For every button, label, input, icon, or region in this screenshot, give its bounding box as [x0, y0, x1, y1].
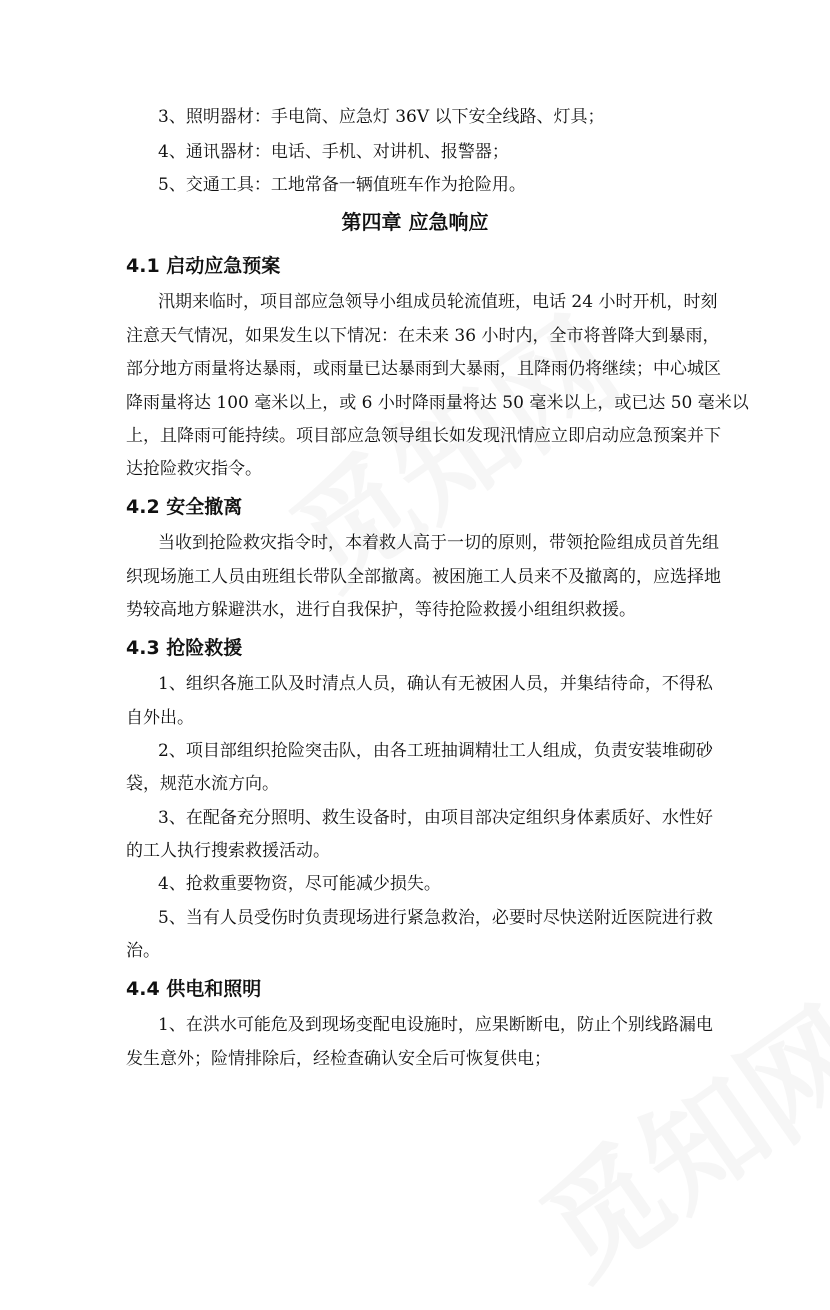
paragraph-line: 降雨量将达 100 毫米以上，或 6 小时降雨量将达 50 毫米以上，或已达 50 毫米以 — [126, 393, 749, 413]
paragraph-line: 袋，规范水流方向。 — [126, 774, 279, 794]
list-item: 5、交通工具：工地常备一辆值班车作为抢险用。 — [158, 175, 526, 195]
paragraph-line: 势较高地方躲避洪水，进行自我保护，等待抢险救援小组组织救援。 — [126, 600, 636, 620]
list-item: 4、通讯器材：电话、手机、对讲机、报警器； — [158, 142, 509, 162]
paragraph-line: 上，且降雨可能持续。项目部应急领导组长如发现汛情应立即启动应急预案并下 — [126, 426, 721, 446]
paragraph-line: 治。 — [126, 941, 160, 961]
paragraph-line: 2、项目部组织抢险突击队，由各工班抽调精壮工人组成，负责安装堆砌砂 — [158, 741, 713, 761]
paragraph-line: 注意天气情况，如果发生以下情况：在未来 36 小时内，全市将普降大到暴雨， — [126, 326, 720, 346]
paragraph-line: 当收到抢险救灾指令时，本着救人高于一切的原则，带领抢险组成员首先组 — [158, 533, 719, 553]
list-item: 3、照明器材：手电筒、应急灯 36V 以下安全线路、灯具； — [158, 107, 605, 127]
section-heading: 4.1 启动应急预案 — [126, 255, 281, 277]
section-heading: 4.3 抢险救援 — [126, 637, 243, 659]
section-heading: 4.2 安全撤离 — [126, 496, 243, 518]
paragraph-line: 3、在配备充分照明、救生设备时，由项目部决定组织身体素质好、水性好 — [158, 808, 713, 828]
paragraph-line: 部分地方雨量将达暴雨，或雨量已达暴雨到大暴雨，且降雨仍将继续；中心城区 — [126, 359, 721, 379]
paragraph-line: 自外出。 — [126, 708, 194, 728]
section-heading: 4.4 供电和照明 — [126, 978, 262, 1000]
paragraph-line: 5、当有人员受伤时负责现场进行紧急救治，必要时尽快送附近医院进行救 — [158, 908, 713, 928]
paragraph-line: 的工人执行搜索救援活动。 — [126, 841, 330, 861]
chapter-title: 第四章 应急响应 — [341, 210, 489, 234]
paragraph-line: 1、组织各施工队及时清点人员，确认有无被困人员，并集结待命，不得私 — [158, 674, 713, 694]
paragraph-line: 汛期来临时，项目部应急领导小组成员轮流值班，电话 24 小时开机，时刻 — [158, 292, 718, 312]
paragraph-line: 1、在洪水可能危及到现场变配电设施时，应果断断电，防止个别线路漏电 — [158, 1015, 713, 1035]
paragraph-line: 4、抢救重要物资，尽可能减少损失。 — [158, 874, 441, 894]
paragraph-line: 织现场施工人员由班组长带队全部撤离。被困施工人员来不及撤离的，应选择地 — [126, 567, 721, 587]
paragraph-line: 发生意外；险情排除后，经检查确认安全后可恢复供电； — [126, 1049, 551, 1069]
paragraph-line: 达抢险救灾指令。 — [126, 459, 262, 479]
